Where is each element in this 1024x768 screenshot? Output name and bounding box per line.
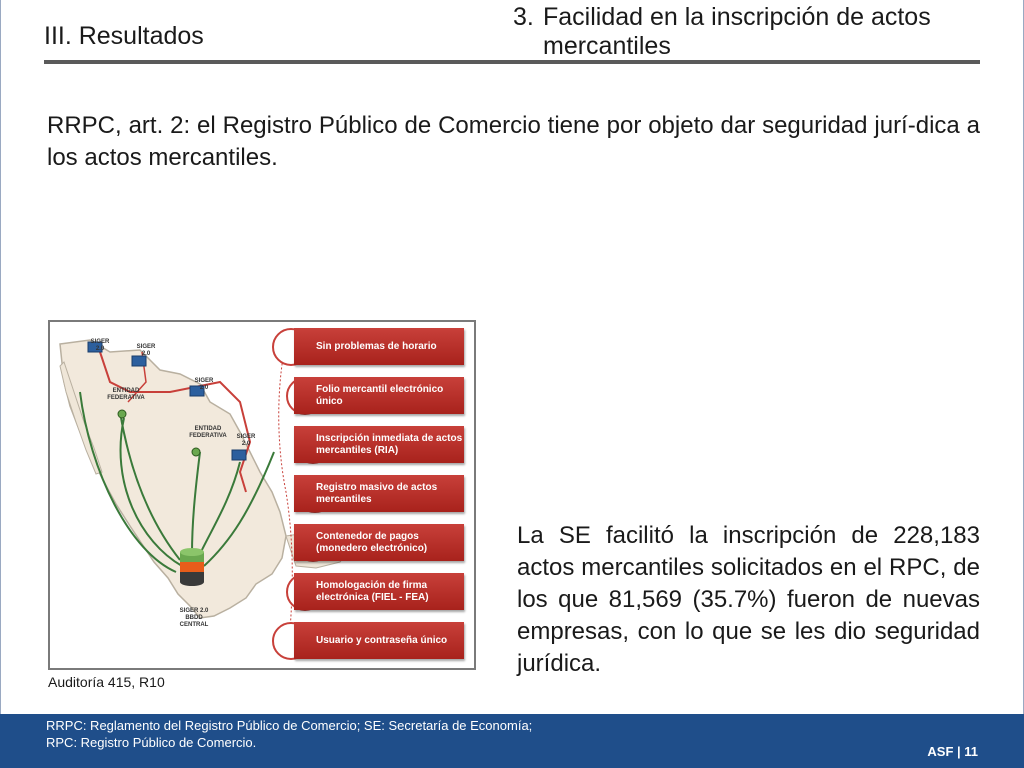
figure-caption: Auditoría 415, R10 — [48, 674, 165, 690]
feature-item: Folio mercantil electrónico único — [294, 377, 464, 414]
state-node-icon — [118, 410, 126, 418]
slide-subtitle — [513, 3, 983, 61]
slide-frame-left — [0, 0, 1, 714]
header-divider — [44, 60, 980, 64]
footer-bar — [0, 714, 1024, 768]
footer-note-line: RPC: Registro Público de Comercio. — [46, 735, 257, 750]
feature-item: Homologación de firma electrónica (FIEL - FEA) — [294, 573, 464, 610]
intro-paragraph: RRPC, art. 2: el Registro Público de Comercio tiene por objeto dar seguridad jurí-dica a los actos mercantiles. — [47, 112, 980, 171]
map-label-siger: SIGER 2.0 — [194, 378, 214, 391]
page-number: ASF | 11 — [927, 744, 978, 759]
feature-item: Usuario y contraseña único — [294, 622, 464, 659]
footer-note-line: RRPC: Reglamento del Registro Público de Comercio; SE: Secretaría de Economía; — [46, 718, 533, 733]
section-title: III. Resultados — [44, 22, 204, 50]
feature-item: Registro masivo de actos mercantiles — [294, 475, 464, 512]
map-label-siger: SIGER 2.0 — [90, 339, 110, 352]
siger-diagram — [48, 320, 476, 670]
map-shape — [60, 340, 286, 618]
state-node-icon — [192, 448, 200, 456]
database-icon — [180, 548, 204, 586]
feature-item: Inscripción inmediata de actos mercantiles (RIA) — [294, 426, 464, 463]
feature-item: Contenedor de pagos (monedero electrónico) — [294, 524, 464, 561]
results-paragraph: La SE facilitó la inscripción de 228,183 actos mercantiles solicitados en el RPC, de los que 81,569 (35.7%) fueron de nuevas empresas, con lo que se les dio seguridad jurídica. — [517, 522, 980, 677]
footer-notes — [46, 717, 532, 751]
computer-icon — [232, 450, 246, 460]
map-label-entidad: ENTIDAD FEDERATIVA — [189, 426, 227, 439]
map-label-siger: SIGER 2.0 — [236, 434, 256, 447]
subtitle-text: Facilidad en la inscripción de actos mercantiles — [543, 3, 931, 60]
feature-item: Sin problemas de horario — [294, 328, 464, 365]
map-label-entidad: ENTIDAD FEDERATIVA — [107, 388, 145, 401]
map-label-central: SIGER 2.0 BBDD CENTRAL — [179, 608, 209, 628]
subtitle-number: 3. — [513, 3, 534, 31]
map-label-siger: SIGER 2.0 — [136, 344, 156, 357]
